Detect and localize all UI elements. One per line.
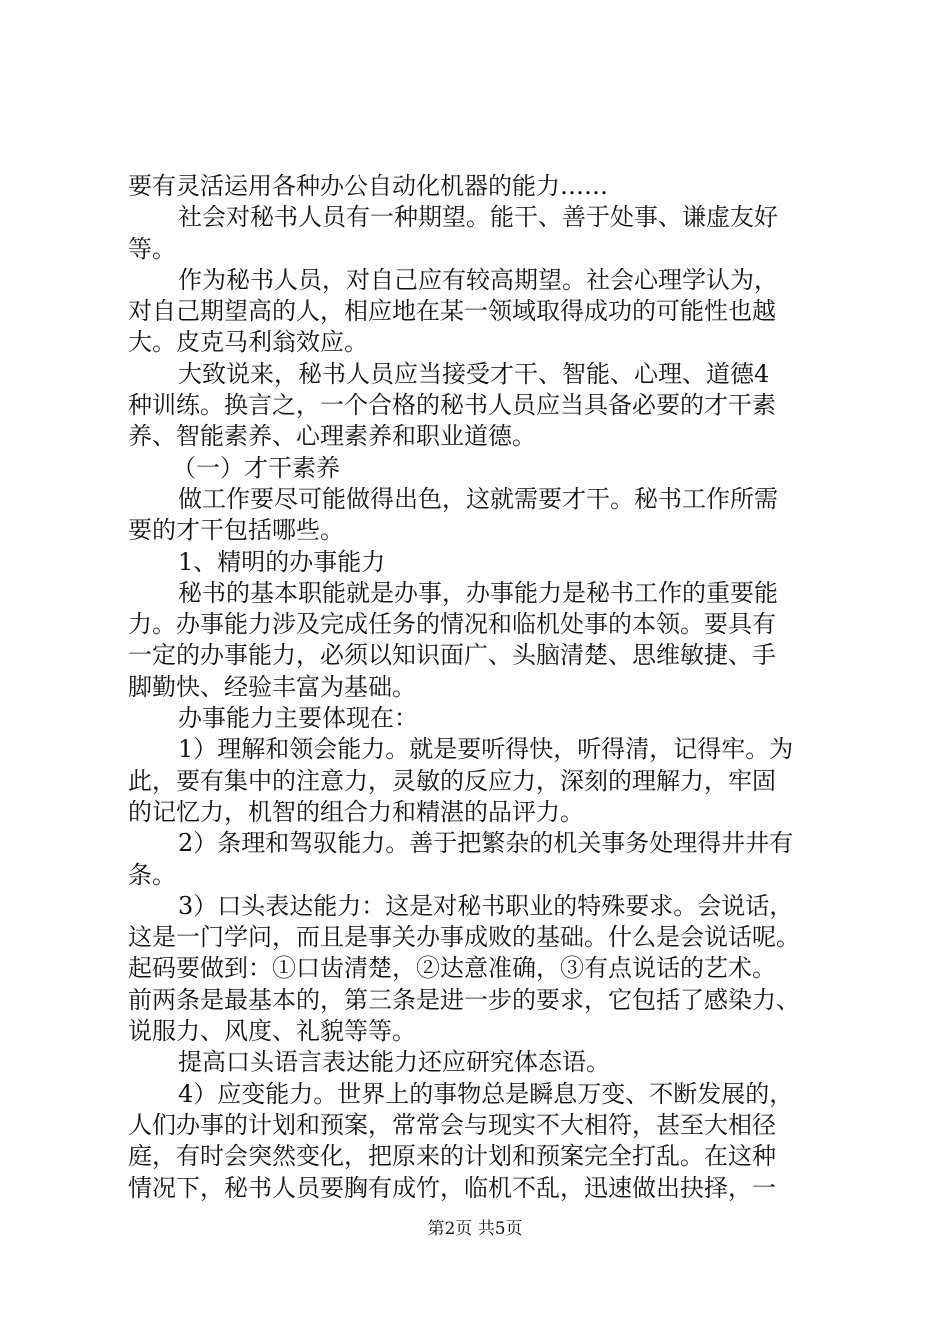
text-line: 起码要做到：①口齿清楚，②达意准确，③有点说话的艺术。 — [128, 954, 776, 983]
text-line: 做工作要尽可能做得出色，这就需要才干。秘书工作所需 — [178, 484, 778, 513]
text-line: 前两条是最基本的，第三条是进一步的要求，它包括了感染力、 — [128, 985, 800, 1014]
text-line: 种训练。换言之，一个合格的秘书人员应当具备必要的才干素 — [128, 391, 776, 420]
text-line: 庭，有时会突然变化，把原来的计划和预案完全打乱。在这种 — [128, 1142, 776, 1171]
text-line: 的记忆力，机智的组合力和精湛的品评力。 — [128, 797, 584, 826]
text-line: 提高口头语言表达能力还应研究体态语。 — [178, 1048, 610, 1077]
text-line: 人们办事的计划和预案，常常会与现实不大相符，甚至大相径 — [128, 1110, 776, 1139]
text-line: 办事能力主要体现在： — [178, 704, 418, 733]
document-body — [128, 171, 828, 1204]
text-line: 4）应变能力。世界上的事物总是瞬息万变、不断发展的， — [178, 1079, 794, 1108]
text-line: 要有灵活运用各种办公自动化机器的能力…… — [128, 172, 608, 200]
page-footer: 第2页 共5页 — [427, 1219, 523, 1239]
text-line: 对自己期望高的人，相应地在某一领域取得成功的可能性也越 — [128, 297, 776, 326]
text-line: 养、智能素养、心理素养和职业道德。 — [128, 422, 536, 451]
text-line: 情况下，秘书人员要胸有成竹，临机不乱，迅速做出抉择，一 — [128, 1173, 776, 1202]
text-line: 3）口头表达能力：这是对秘书职业的特殊要求。会说话， — [178, 891, 794, 920]
text-line: 此，要有集中的注意力，灵敏的反应力，深刻的理解力，牢固 — [128, 766, 776, 795]
subsection-heading: 1、精明的办事能力 — [178, 547, 386, 576]
text-line: 秘书的基本职能就是办事，办事能力是秘书工作的重要能 — [178, 578, 778, 607]
text-line: 要的才干包括哪些。 — [128, 516, 344, 545]
text-line: 说服力、风度、礼貌等等。 — [128, 1017, 416, 1046]
text-line: 2）条理和驾驭能力。善于把繁杂的机关事务处理得井井有 — [178, 829, 794, 858]
text-line: 脚勤快、经验丰富为基础。 — [128, 672, 416, 701]
section-heading: （一）才干素养 — [172, 453, 340, 482]
text-line: 大致说来，秘书人员应当接受才干、智能、心理、道德4 — [178, 359, 770, 388]
text-line: 1）理解和领会能力。就是要听得快，听得清，记得牢。为 — [178, 735, 794, 764]
text-line: 大。皮克马利翁效应。 — [128, 328, 368, 357]
text-line: 条。 — [128, 860, 176, 889]
text-line: 这是一门学问，而且是事关办事成败的基础。什么是会说话呢。 — [128, 923, 800, 952]
text-line: 一定的办事能力，必须以知识面广、头脑清楚、思维敏捷、手 — [128, 641, 776, 670]
text-line: 作为秘书人员，对自己应有较高期望。社会心理学认为， — [178, 265, 778, 294]
text-line: 社会对秘书人员有一种期望。能干、善于处事、谦虚友好 — [178, 203, 778, 232]
text-line: 力。办事能力涉及完成任务的情况和临机处事的本领。要具有 — [128, 610, 776, 639]
text-line: 等。 — [128, 234, 176, 263]
